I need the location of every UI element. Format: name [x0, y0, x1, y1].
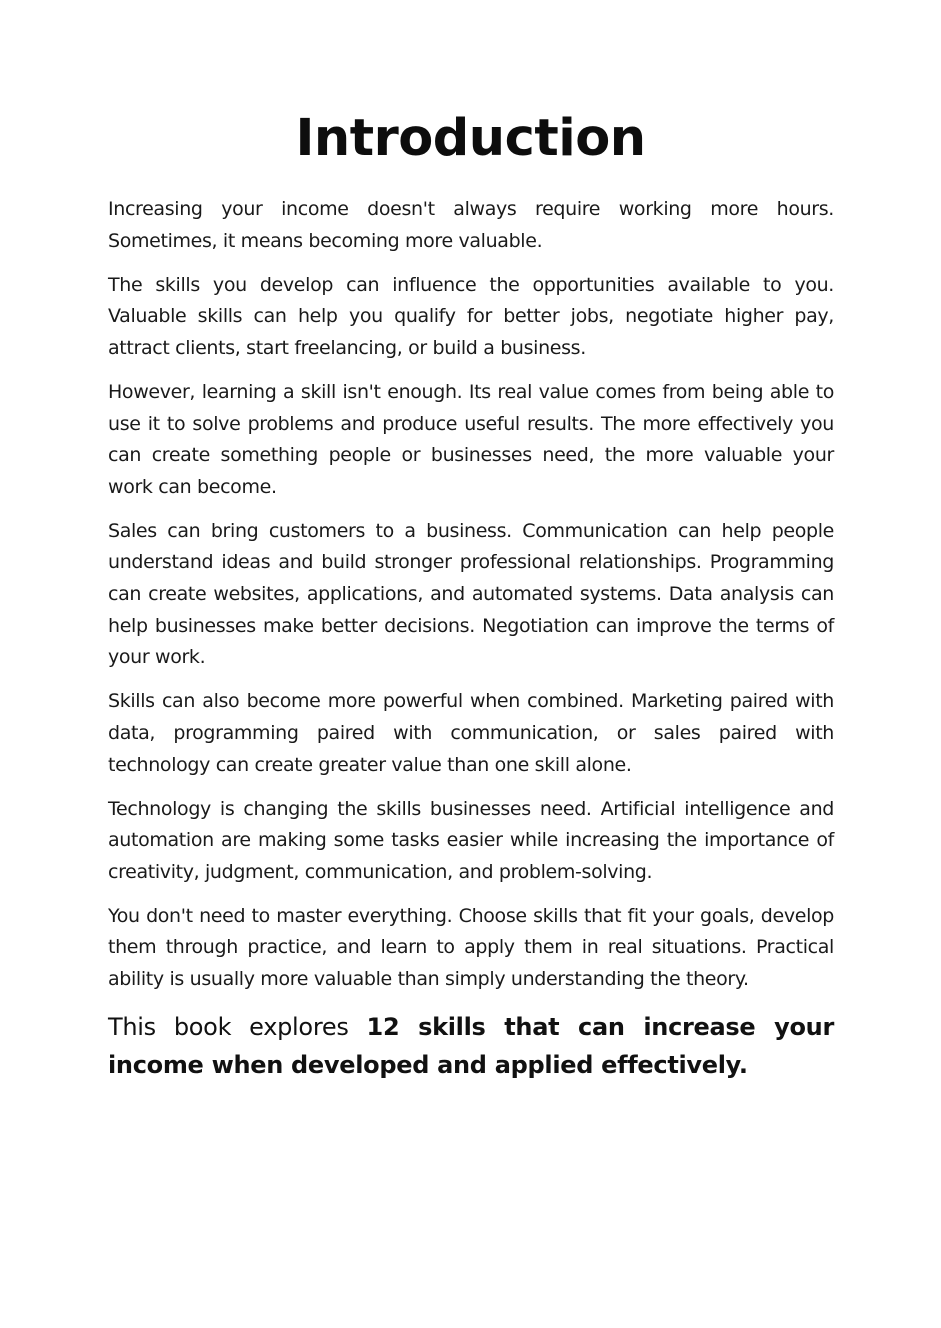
- paragraph-4: Sales can bring customers to a business. Communication can help people understand ideas and build stronger professional relationships. Programming can create websites, applications, and automated systems. Data analysis can help businesses make better decisions. Negotiation can improve the terms of your work.: [108, 519, 834, 669]
- document-body: [108, 194, 834, 1084]
- paragraph-7: You don't need to master everything. Choose skills that fit your goals, develop them through practice, and learn to apply them in real situations. Practical ability is usually more valuable than simply understanding the theory.: [108, 904, 834, 991]
- closing-lead: This book explores: [108, 1013, 367, 1042]
- page-title: Introduction: [295, 109, 646, 168]
- paragraph-5: Skills can also become more powerful when combined. Marketing paired with data, programming paired with communication, or sales paired with technology can create greater value than one skill alone.: [108, 690, 834, 776]
- paragraph-2: The skills you develop can influence the opportunities available to you. Valuable skills can help you qualify for better jobs, negotiate higher pay, attract clients, start freelancing, or build a business.: [108, 273, 834, 359]
- closing-statement: [108, 1008, 834, 1084]
- paragraph-1: Increasing your income doesn't always require working more hours. Sometimes, it means becoming more valuable.: [108, 198, 834, 252]
- paragraph-6: Technology is changing the skills businesses need. Artificial intelligence and automation are making some tasks easier while increasing the importance of creativity, judgment, communication, and problem-solving.: [108, 797, 834, 883]
- closing-emphasis: 12 skills that can increase your income when developed and applied effectively.: [108, 1013, 834, 1080]
- paragraph-3: However, learning a skill isn't enough. Its real value comes from being able to use it to solve problems and produce useful results. The more effectively you can create something people or businesses need, the more valuable your work can become.: [108, 380, 834, 498]
